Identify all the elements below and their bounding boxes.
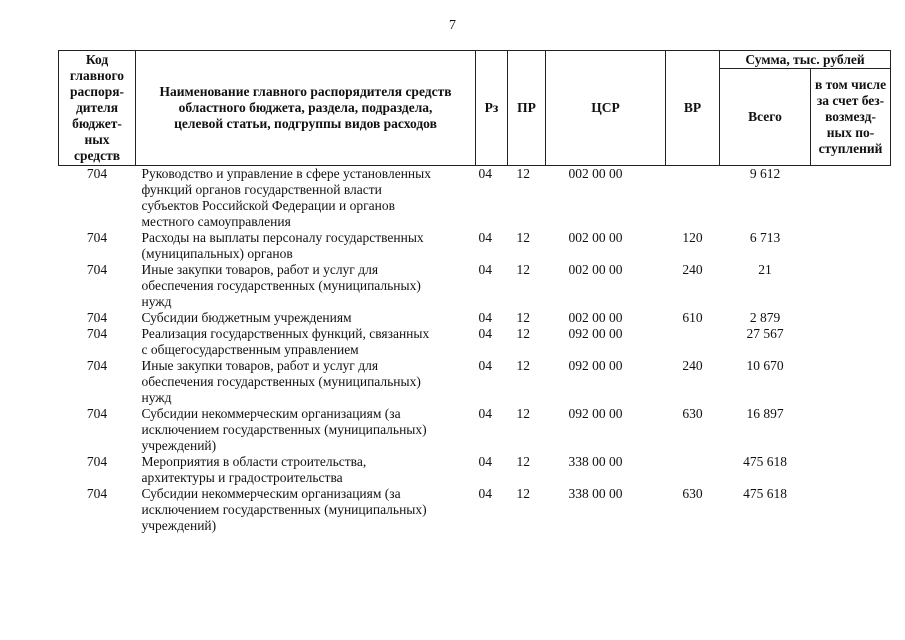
row-csr: 092 00 00 (568, 406, 623, 421)
text-line: Расходы на выплаты персоналу государственных (141, 230, 424, 245)
row-code: 704 (86, 326, 108, 341)
row-name (136, 230, 476, 262)
row-code: 704 (86, 454, 108, 469)
text-line: Субсидии некоммерческим организациям (за (141, 486, 401, 501)
table-row (59, 486, 891, 534)
text-line: Мероприятия в области строительства, (141, 454, 367, 469)
text-line: в том числе (814, 77, 887, 92)
text-line: Реализация государственных функций, связанных (141, 326, 430, 341)
row-rz: 04 (478, 262, 492, 277)
text-line: Руководство и управление в сфере установленных (141, 166, 431, 181)
text-line: Иные закупки товаров, работ и услуг для (141, 262, 379, 277)
row-csr: 002 00 00 (568, 166, 623, 181)
header-code (59, 51, 136, 166)
text-line: учреждений) (141, 518, 217, 533)
row-rz: 04 (478, 310, 492, 325)
row-name (136, 406, 476, 454)
table-body (59, 166, 891, 535)
row-name (136, 166, 476, 231)
table-row (59, 230, 891, 262)
text-line: местного самоуправления (141, 214, 291, 229)
text-line: областного бюджета, раздела, подраздела, (178, 100, 433, 115)
table-row (59, 310, 891, 326)
page-number: 7 (449, 18, 456, 33)
text-line: учреждений) (141, 438, 217, 453)
text-line: Код (85, 52, 109, 67)
table-row (59, 454, 891, 486)
row-code: 704 (86, 166, 108, 181)
text-line: ных по- (826, 125, 875, 140)
table-row (59, 358, 891, 406)
text-line: возмезд- (825, 109, 876, 124)
text-line: Наименование главного распорядителя средств (159, 84, 452, 99)
row-name (136, 358, 476, 406)
row-rz: 04 (478, 326, 492, 341)
header-total: Всего (720, 69, 811, 166)
row-incl (811, 454, 891, 486)
row-vr (666, 326, 720, 358)
row-pr: 12 (516, 166, 530, 181)
table-row (59, 262, 891, 310)
header-incl (811, 69, 891, 166)
text-line: бюджет- (72, 116, 122, 131)
table-header (59, 51, 891, 166)
text-line: дителя (75, 100, 119, 115)
row-incl (811, 326, 891, 358)
row-csr: 002 00 00 (568, 262, 623, 277)
text-line: средств (73, 148, 121, 163)
row-vr: 630 (682, 486, 703, 501)
text-line: с общегосударственным управлением (141, 342, 359, 357)
row-total: 2 879 (749, 310, 781, 325)
row-total: 27 567 (746, 326, 784, 341)
row-pr: 12 (516, 326, 530, 341)
header-pr: ПР (508, 51, 546, 166)
row-vr: 630 (682, 406, 703, 421)
row-csr: 092 00 00 (568, 326, 623, 341)
row-rz: 04 (478, 166, 492, 181)
row-pr: 12 (516, 262, 530, 277)
row-name (136, 262, 476, 310)
row-incl (811, 166, 891, 231)
row-code: 704 (86, 406, 108, 421)
row-code: 704 (86, 230, 108, 245)
row-name (136, 310, 476, 326)
row-code: 704 (86, 262, 108, 277)
row-csr: 002 00 00 (568, 310, 623, 325)
row-total: 21 (758, 262, 772, 277)
text-line: обеспечения государственных (муниципальных) (141, 374, 421, 389)
row-rz: 04 (478, 230, 492, 245)
text-line: обеспечения государственных (муниципальных) (141, 278, 421, 293)
text-line: нужд (141, 390, 172, 405)
row-name (136, 326, 476, 358)
row-vr: 240 (682, 262, 703, 277)
text-line: Субсидии некоммерческим организациям (за (141, 406, 401, 421)
row-total: 475 618 (743, 454, 787, 469)
row-incl (811, 486, 891, 534)
row-code: 704 (86, 358, 108, 373)
row-code: 704 (86, 486, 108, 501)
text-line: субъектов Российской Федерации и органов (141, 198, 396, 213)
row-incl (811, 310, 891, 326)
text-line: ступлений (818, 141, 883, 156)
table-row (59, 326, 891, 358)
row-pr: 12 (516, 454, 530, 469)
row-csr: 338 00 00 (568, 486, 623, 501)
row-vr: 120 (682, 230, 703, 245)
header-rz: Рз (476, 51, 508, 166)
row-vr: 240 (682, 358, 703, 373)
text-line: целевой статьи, подгруппы видов расходов (174, 116, 437, 131)
text-line: Субсидии бюджетным учреждениям (141, 310, 352, 325)
text-line: функций органов государственной власти (141, 182, 382, 197)
row-code: 704 (86, 310, 108, 325)
row-pr: 12 (516, 310, 530, 325)
row-name (136, 454, 476, 486)
row-pr: 12 (516, 230, 530, 245)
row-vr (666, 166, 720, 231)
row-total: 10 670 (746, 358, 784, 373)
header-csr: ЦСР (546, 51, 666, 166)
budget-table (58, 50, 891, 534)
row-rz: 04 (478, 486, 492, 501)
header-name (136, 51, 476, 166)
row-total: 6 713 (749, 230, 781, 245)
row-incl (811, 406, 891, 454)
text-line: исключением государственных (муниципальных) (141, 502, 427, 517)
row-total: 9 612 (749, 166, 781, 181)
row-name (136, 486, 476, 534)
text-line: главного (69, 68, 125, 83)
text-line: Иные закупки товаров, работ и услуг для (141, 358, 379, 373)
text-line: ных (84, 132, 110, 147)
row-csr: 092 00 00 (568, 358, 623, 373)
row-pr: 12 (516, 358, 530, 373)
row-rz: 04 (478, 406, 492, 421)
row-vr (666, 454, 720, 486)
row-incl (811, 262, 891, 310)
row-csr: 338 00 00 (568, 454, 623, 469)
table-row (59, 406, 891, 454)
row-incl (811, 230, 891, 262)
row-pr: 12 (516, 406, 530, 421)
row-total: 475 618 (743, 486, 787, 501)
row-csr: 002 00 00 (568, 230, 623, 245)
text-line: нужд (141, 294, 172, 309)
row-pr: 12 (516, 486, 530, 501)
row-incl (811, 358, 891, 406)
text-line: за счет без- (816, 93, 885, 108)
row-total: 16 897 (746, 406, 784, 421)
text-line: (муниципальных) органов (141, 246, 293, 261)
row-vr: 610 (682, 310, 703, 325)
text-line: исключением государственных (муниципальных) (141, 422, 427, 437)
row-rz: 04 (478, 454, 492, 469)
header-sum: Сумма, тыс. рублей (720, 51, 891, 69)
row-rz: 04 (478, 358, 492, 373)
table-row (59, 166, 891, 231)
text-line: распоря- (69, 84, 125, 99)
text-line: архитектуры и градостроительства (141, 470, 343, 485)
header-vr: ВР (666, 51, 720, 166)
